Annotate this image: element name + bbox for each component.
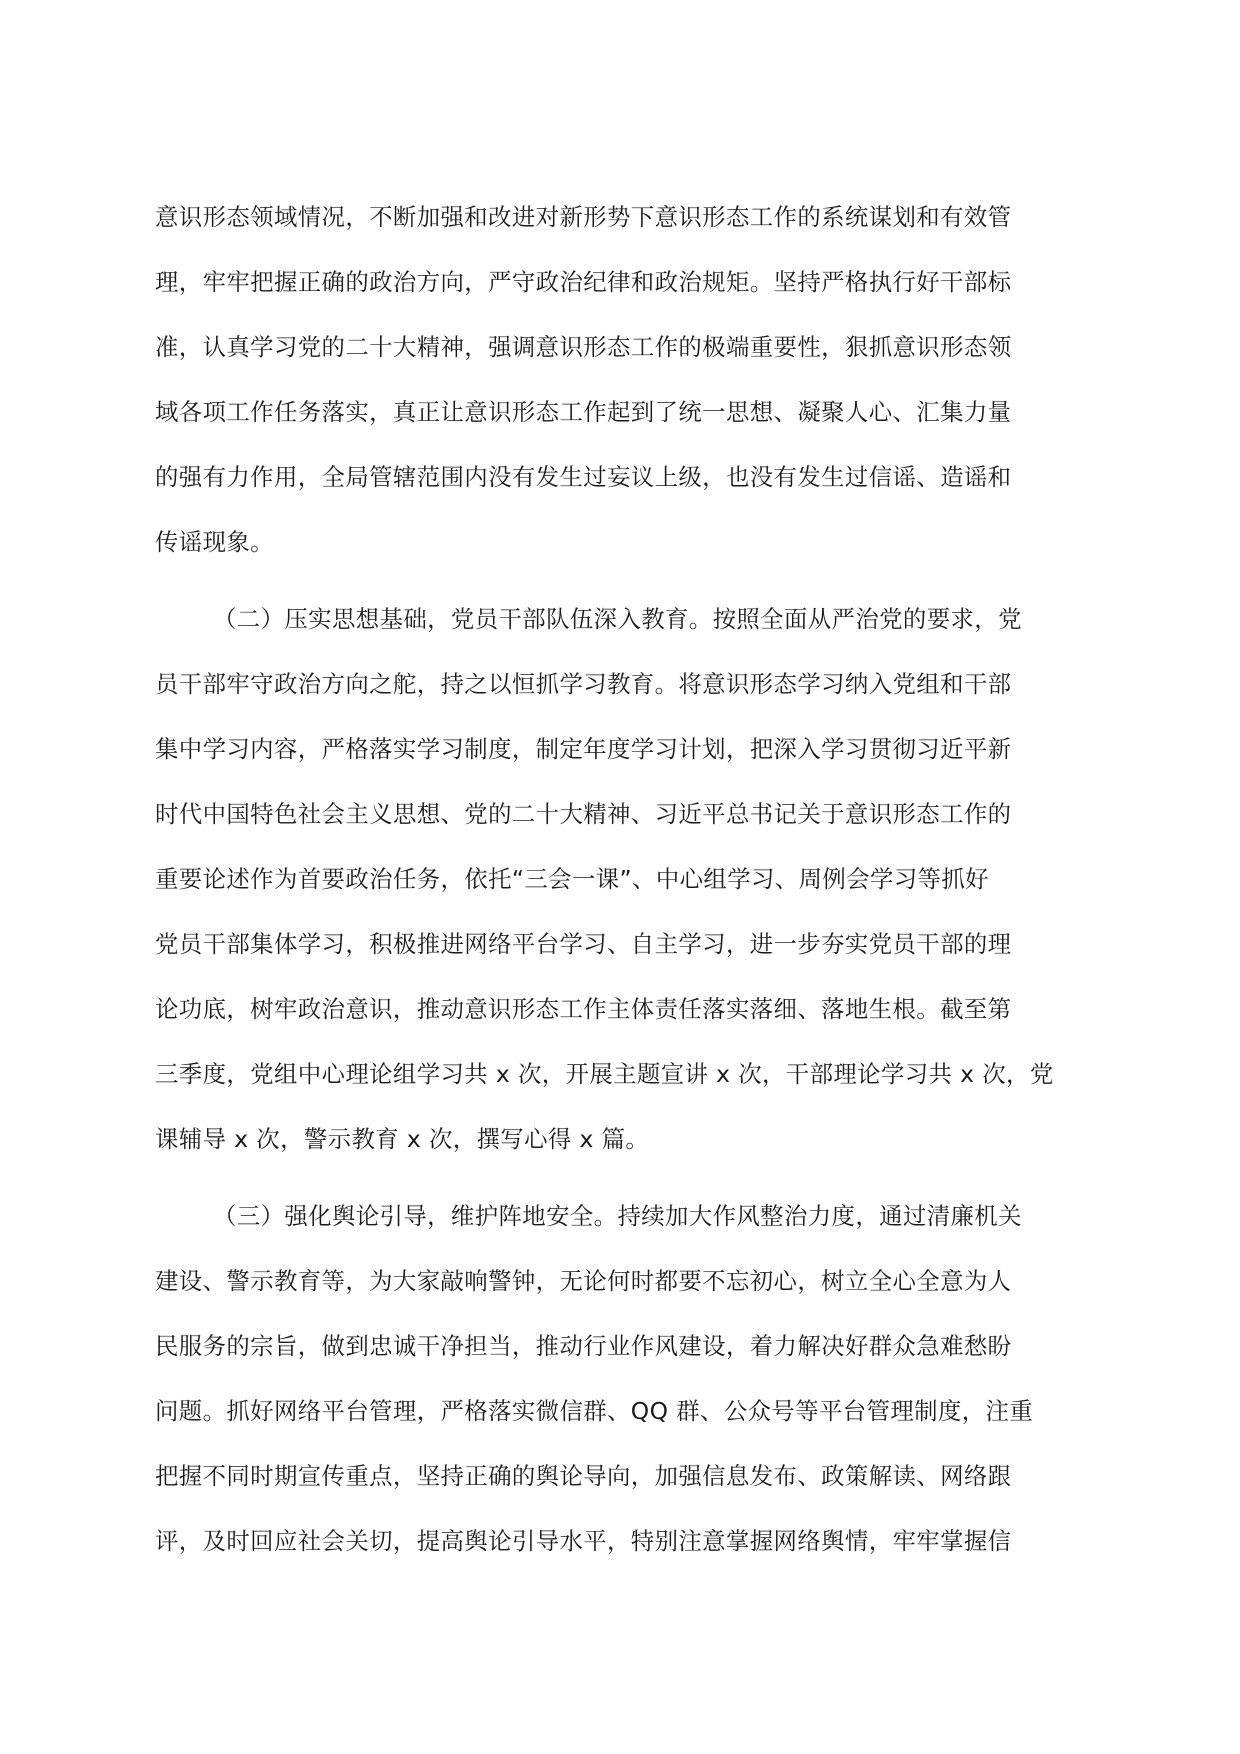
text-line: 论功底，树牢政治意识，推动意识形态工作主体责任落实落细、落地生根。截至第 <box>155 995 1012 1023</box>
text-line: 问题。抓好网络平台管理，严格落实微信群、QQ 群、公众号等平台管理制度，注重 <box>155 1397 1034 1425</box>
document-body <box>155 185 1085 1586</box>
text-line-first: （三）强化舆论引导，维护阵地安全。持续加大作风整治力度，通过清廉机关 <box>213 1202 1022 1230</box>
text-line: 域各项工作任务落实，真正让意识形态工作起到了统一思想、凝聚人心、汇集力量 <box>155 398 1012 426</box>
text-line: 准，认真学习党的二十大精神，强调意识形态工作的极端重要性，狠抓意识形态领 <box>155 333 1012 361</box>
text-line: 评，及时回应社会关切，提高舆论引导水平，特别注意掌握网络舆情，牢牢掌握信 <box>155 1527 1012 1555</box>
text-line: 时代中国特色社会主义思想、党的二十大精神、习近平总书记关于意识形态工作的 <box>155 800 1012 828</box>
text-line: 党员干部集体学习，积极推进网络平台学习、自主学习，进一步夯实党员干部的理 <box>155 930 1012 958</box>
paragraph-section-3 <box>155 1184 1085 1574</box>
text-line: 建设、警示教育等，为大家敲响警钟，无论何时都要不忘初心，树立全心全意为人 <box>155 1267 1012 1295</box>
text-line: 传谣现象。 <box>155 528 274 556</box>
text-line: 重要论述作为首要政治任务，依托“三会一课”、中心组学习、周例会学习等抓好 <box>155 865 989 893</box>
text-line: 的强有力作用，全局管辖范围内没有发生过妄议上级，也没有发生过信谣、造谣和 <box>155 463 1012 491</box>
text-line: 集中学习内容，严格落实学习制度，制定年度学习计划，把深入学习贯彻习近平新 <box>155 735 1012 763</box>
text-line: 理，牢牢把握正确的政治方向，严守政治纪律和政治规矩。坚持严格执行好干部标 <box>155 268 1012 296</box>
text-line-first: （二）压实思想基础，党员干部队伍深入教育。按照全面从严治党的要求，党 <box>213 605 1022 633</box>
text-line: 员干部牢守政治方向之舵，持之以恒抓学习教育。将意识形态学习纳入党组和干部 <box>155 670 1012 698</box>
paragraph-section-2 <box>155 587 1085 1172</box>
text-line: 三季度，党组中心理论组学习共 x 次，开展主题宣讲 x 次，干部理论学习共 x 次，党 <box>155 1060 1054 1088</box>
text-line: 把握不同时期宣传重点，坚持正确的舆论导向，加强信息发布、政策解读、网络跟 <box>155 1462 1012 1490</box>
text-line: 意识形态领域情况，不断加强和改进对新形势下意识形态工作的系统谋划和有效管 <box>155 203 1012 231</box>
text-line: 民服务的宗旨，做到忠诚干净担当，推动行业作风建设，着力解决好群众急难愁盼 <box>155 1332 1012 1360</box>
text-line: 课辅导 x 次，警示教育 x 次，撰写心得 x 篇。 <box>155 1125 650 1153</box>
paragraph-intro-continued <box>155 185 1085 575</box>
